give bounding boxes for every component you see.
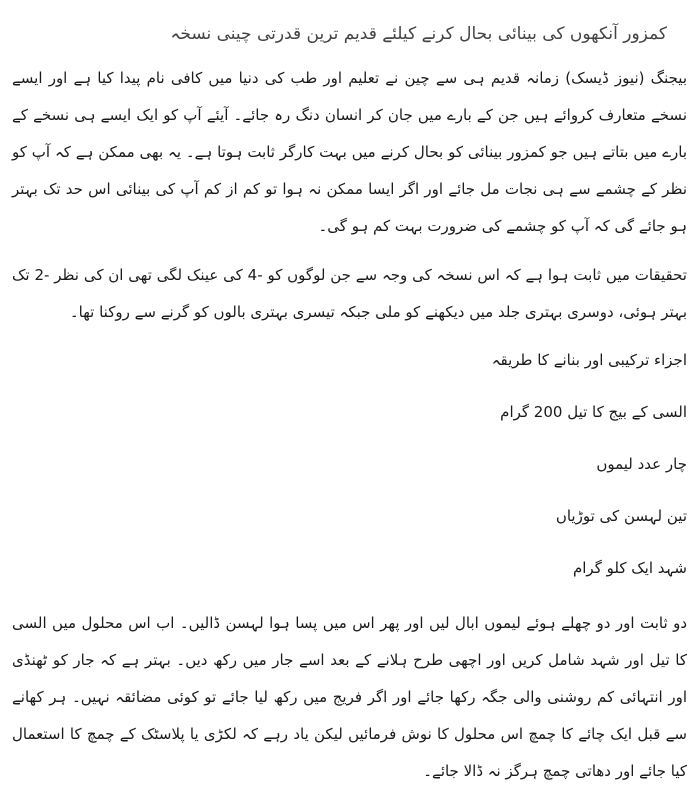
research-paragraph: تحقیقات میں ثابت ہوا ہے کہ اس نسخہ کی وجہ سے جن لوگوں کو -4 کی عینک لگی تھی ان کی نظر -2 تک بہتر ہوئی، دوسری بہتری جلد میں دیکھنے کو ملی جبکہ تیسری بہتری بالوں کو گرنے سے روکنا تھا۔ <box>12 266 687 321</box>
intro-paragraph: بیجنگ (نیوز ڈیسک) زمانہ قدیم ہی سے چین نے تعلیم اور طب کی دنیا میں کافی نام پیدا کیا ہے اور ایسے نسخے متعارف کروائے ہیں جن کے بارے میں جان کر انسان دنگ رہ جائے۔ آیئے آپ کو ایک ایسے ہی نسخے کے بارے میں بتاتے ہیں جو کمزور بینائی کو بحال کرنے میں بہت کارگر ثابت ہوتا ہے۔ یہ بھی ممکن ہے کہ آپ کو نظر کے چشمے سے ہی نجات مل جائے اور اگر ایسا ممکن نہ ہوا تو کم از کم آپ کی بینائی اس حد تک بہتر ہو جائے گی کہ آپ کو چشمے کی ضرورت بہت کم ہو گی۔ <box>12 69 687 235</box>
ingredient-item: تین لہسن کی توڑیاں <box>555 507 687 525</box>
ingredient-item: چار عدد لیموں <box>596 455 687 473</box>
ingredient-item: شہد ایک کلو گرام <box>572 559 687 577</box>
article-title: کمزور آنکھوں کی بینائی بحال کرنے کیلئے قدیم ترین قدرتی چینی نسخہ <box>170 24 667 44</box>
ingredients-heading: اجزاء ترکیبی اور بنانے کا طریقہ <box>491 351 687 369</box>
method-paragraph: دو ثابت اور دو چھلے ہوئے لیموں ابال لیں اور پھر اس میں پسا ہوا لہسن ڈالیں۔ اب اس محلول میں السی کا تیل اور شہد شامل کریں اور اچھی طرح ہلانے کے بعد اسے جار میں رکھ دیں۔ بہتر ہے کہ جار کو ٹھنڈی اور انتہائی کم روشنی والی جگہ رکھا جائے اور اگر فریج میں رکھ لیا جائے تو کوئی مضائقہ نہیں۔ ہر کھانے سے قبل ایک چائے کا چمچ اس محلول کا نوش فرمائیں لیکن یاد رہے کہ لکڑی یا پلاسٹک کے چمچ کا استعمال کیا جائے اور دھاتی چمچ ہرگز نہ ڈالا جائے۔ <box>12 614 687 780</box>
ingredient-item: السی کے بیج کا تیل 200 گرام <box>500 403 687 421</box>
